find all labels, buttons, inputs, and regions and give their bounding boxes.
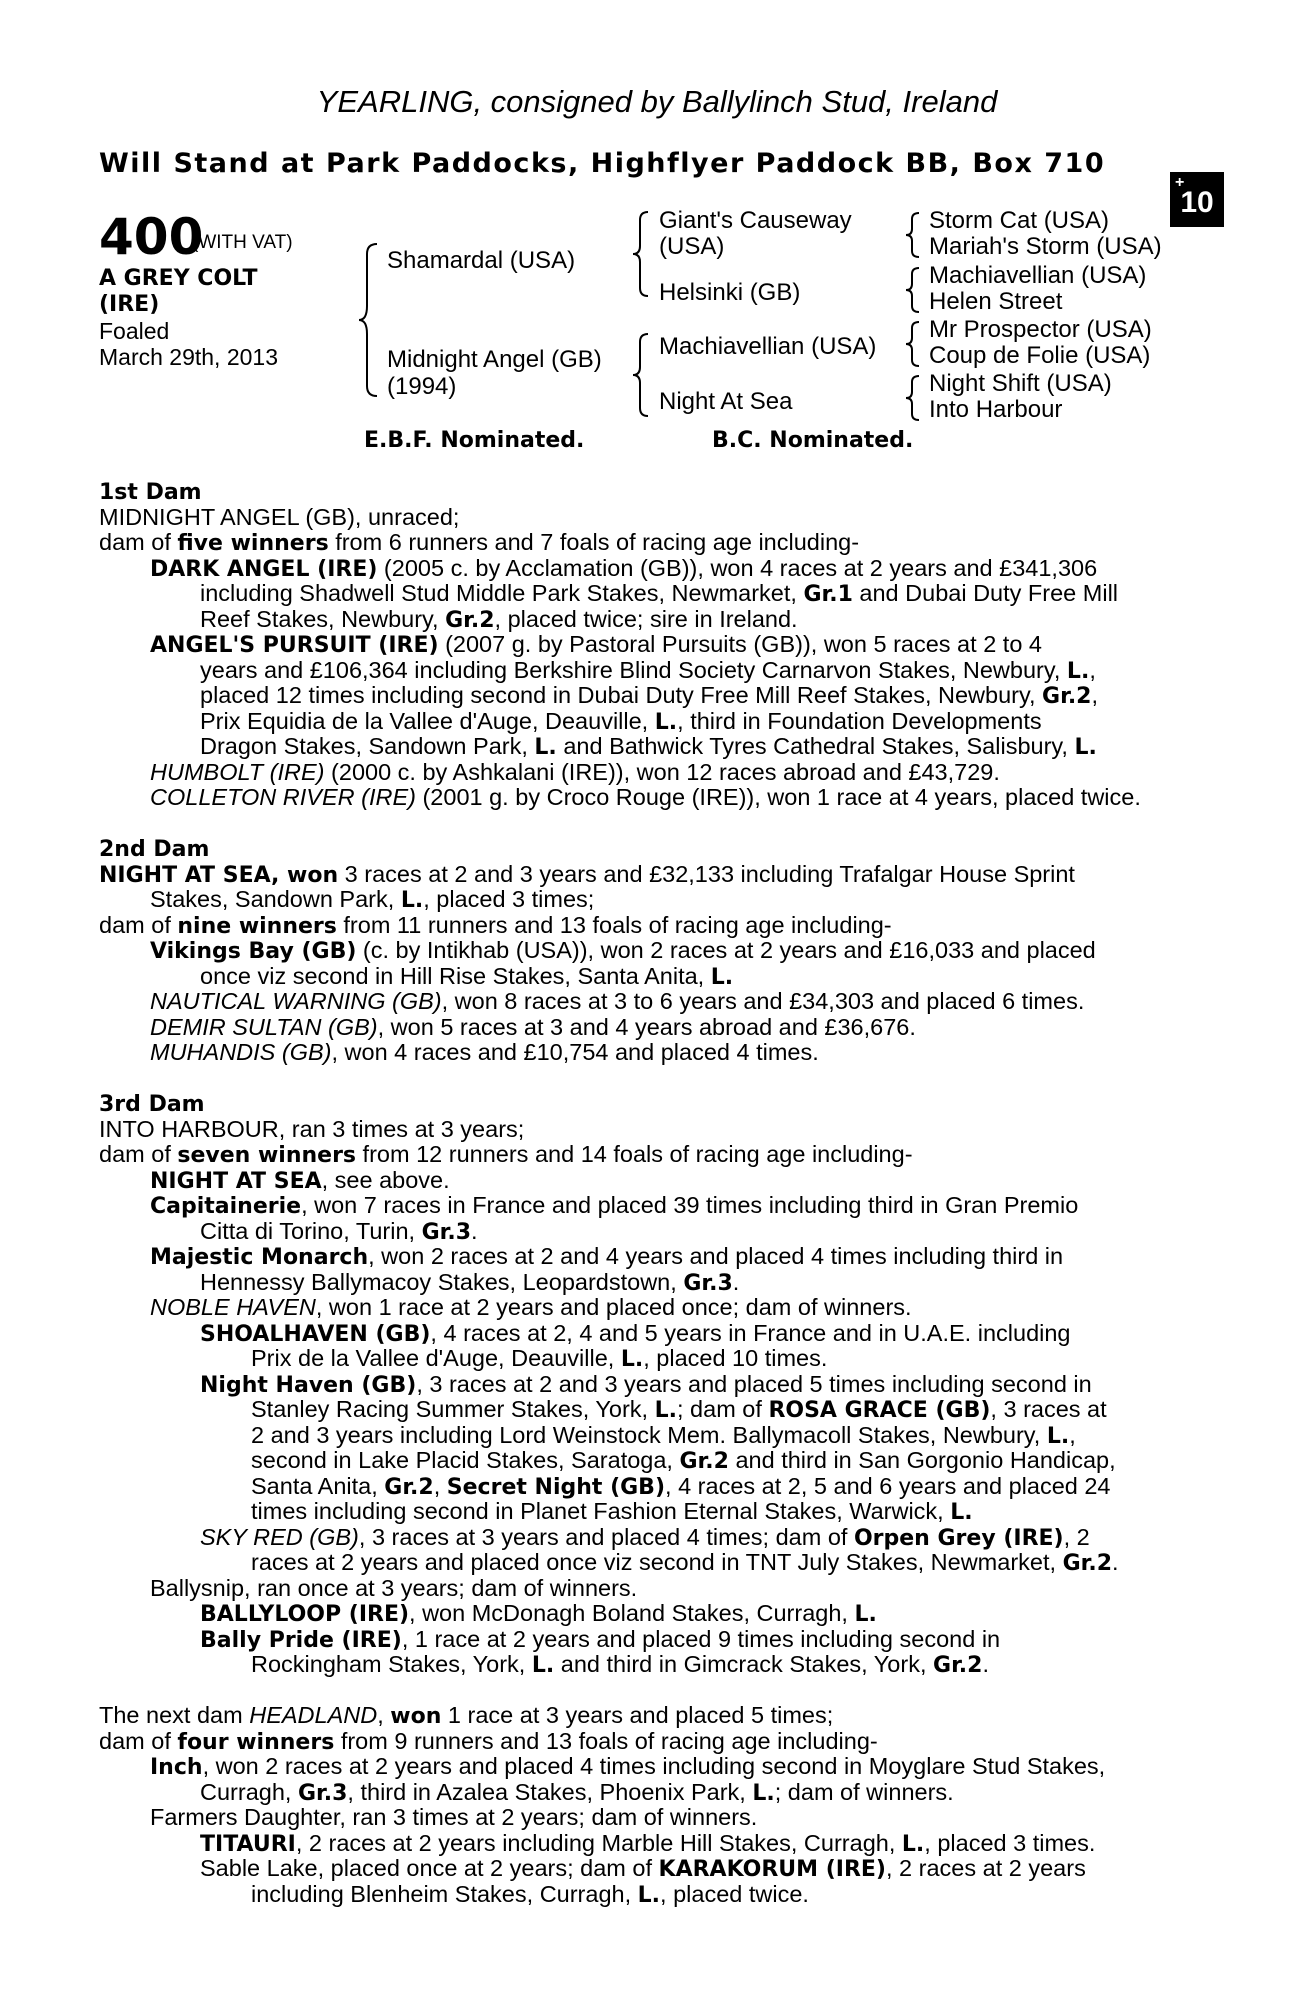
ebf-nominated: E.B.F. Nominated.	[364, 428, 585, 453]
text: , won McDonagh Boland Stakes, Curragh,	[409, 1600, 855, 1626]
page-number-badge	[1170, 172, 1224, 227]
pedigree-gg-6: Coup de Folie (USA)	[929, 342, 1151, 369]
dam-name: INTO HARBOUR, ran 3 times at 3 years;	[99, 1115, 525, 1142]
progeny-name: Capitainerie	[150, 1194, 302, 1219]
pedigree-sire-sire: Giant's Causeway	[659, 207, 852, 234]
text: , won 2 races at 2 years and placed 4 times including second in Moyglare Stud Stakes,	[202, 1753, 1106, 1779]
text: , won 8 races at 3 to 6 years and £34,303 and placed 6 times.	[441, 988, 1085, 1014]
text: second in Lake Placid Stakes, Saratoga,	[251, 1447, 680, 1473]
text: , 3 races at 2 and 3 years and placed 5 times including second in	[416, 1370, 1092, 1397]
progeny-name: HUMBOLT (IRE)	[150, 758, 325, 785]
grade: Gr.2	[679, 1449, 729, 1474]
pedigree-dam-sire: Machiavellian (USA)	[659, 333, 877, 360]
listed: L.	[854, 1602, 877, 1627]
listed: L.	[654, 1398, 677, 1423]
text: , placed twice.	[660, 1880, 809, 1907]
text: Sable Lake, placed once at 2 years; dam of	[200, 1855, 659, 1881]
pedigree-brace-dam	[630, 330, 654, 420]
text: , third in Azalea Stakes, Phoenix Park,	[347, 1778, 753, 1805]
foaled-date: March 29th, 2013	[99, 344, 279, 370]
text: Stanley Racing Summer Stakes, York,	[251, 1396, 655, 1422]
text: , 2 races at 2 years including Marble Hill Stakes, Curragh,	[295, 1829, 902, 1856]
text: 1 race at 3 years and placed 5 times;	[441, 1702, 834, 1728]
text: (2007 g. by Pastoral Pursuits (GB)), won 5 races at 2 to 4	[438, 631, 1042, 657]
text: ,	[377, 1702, 384, 1728]
text: won	[390, 1704, 442, 1729]
pedigree-brace-sire	[630, 208, 654, 300]
text: dam of	[99, 529, 178, 555]
text: , won 1 race at 2 years and placed once; dam of winners.	[315, 1294, 912, 1320]
badge-plus: +	[1175, 174, 1185, 191]
listed: L.	[531, 1653, 555, 1678]
text: ; dam of	[677, 1396, 769, 1422]
text: dam of	[99, 911, 178, 938]
text: , placed 3 times.	[924, 1829, 1096, 1856]
text: and Bathwick Tyres Cathedral Stakes, Salisbury,	[556, 733, 1075, 759]
progeny-name: BALLYLOOP (IRE)	[200, 1602, 410, 1627]
progeny-name: ROSA GRACE (GB)	[768, 1398, 991, 1423]
text: ,	[1069, 1421, 1076, 1448]
text: The next dam	[99, 1702, 250, 1728]
text: .	[1112, 1549, 1119, 1575]
text: , won 5 races at 3 and 4 years abroad and £36,676.	[377, 1013, 916, 1040]
text: and third in San Gorgonio Handicap,	[728, 1447, 1116, 1473]
listed: L.	[654, 709, 678, 735]
text: ,	[1091, 682, 1099, 708]
pedigree-sire-dam: Helsinki (GB)	[659, 279, 801, 306]
text: , won 7 races in France and placed 39 times including third in Gran Premio	[301, 1192, 1079, 1218]
listed: L.	[1066, 658, 1090, 684]
first-dam-name: MIDNIGHT ANGEL (GB), unraced;	[99, 503, 460, 530]
progeny-name: Vikings Bay (GB)	[150, 939, 357, 964]
listed: L.	[400, 888, 424, 913]
text: from 11 runners and 13 foals of racing age including-	[336, 911, 892, 938]
text: , won 4 races and £10,754 and placed 4 times.	[331, 1039, 819, 1065]
consignment-line: YEARLING, consigned by Ballylinch Stud, Ireland	[316, 84, 998, 119]
text: (2001 g. by Croco Rouge (IRE)), won 1 race at 4 years, placed twice.	[415, 784, 1141, 810]
pedigree-brace-gg1	[903, 210, 923, 260]
text: Dragon Stakes, Sandown Park,	[200, 733, 535, 759]
progeny-name: KARAKORUM (IRE)	[658, 1857, 886, 1882]
listed: L.	[620, 1347, 644, 1372]
progeny-name: COLLETON RIVER (IRE)	[150, 784, 416, 810]
text: including Shadwell Stud Middle Park Stakes, Newmarket,	[200, 580, 804, 606]
progeny-name: Inch	[150, 1755, 203, 1780]
second-dam-heading: 2nd Dam	[99, 837, 210, 862]
progeny-name: DARK ANGEL (IRE)	[150, 556, 378, 582]
foaled-label: Foaled	[99, 318, 170, 344]
progeny-name: Night Haven (GB)	[200, 1372, 417, 1398]
progeny-name: NAUTICAL WARNING (GB)	[150, 988, 442, 1014]
text: once viz second in Hill Rise Stakes, Santa Anita,	[200, 962, 711, 989]
text: , 2	[1063, 1523, 1090, 1550]
text: ; dam of winners.	[774, 1778, 954, 1805]
text: ,	[1089, 656, 1096, 683]
dam-name: NIGHT AT SEA	[99, 862, 272, 888]
pedigree-gg-5: Mr Prospector (USA)	[929, 316, 1152, 343]
progeny-name: DEMIR SULTAN (GB)	[150, 1013, 378, 1040]
text: Prix Equidia de la Vallee d'Auge, Deauville,	[200, 707, 655, 734]
text: from 9 runners and 13 foals of racing age including-	[334, 1727, 878, 1754]
text: Santa Anita,	[251, 1472, 385, 1499]
listed: L.	[534, 735, 557, 760]
text: 2 and 3 years including Lord Weinstock Mem. Ballymacoll Stakes, Newbury,	[251, 1421, 1047, 1448]
grade: Gr.2	[933, 1653, 983, 1678]
text: Reef Stakes, Newbury,	[200, 605, 446, 632]
text: years and £106,364 including Berkshire Blind Society Carnarvon Stakes, Newbury,	[200, 656, 1067, 683]
text: , 4 races at 2, 5 and 6 years and placed 24	[665, 1472, 1111, 1499]
grade: Gr.3	[683, 1270, 733, 1296]
listed: L.	[637, 1882, 661, 1908]
text: , 3 races at	[990, 1396, 1107, 1422]
body-text	[99, 479, 1209, 1907]
text: Hennessy Ballymacoy Stakes, Leopardstown,	[200, 1268, 684, 1295]
listed: L.	[901, 1831, 925, 1857]
lot-description-country: (IRE)	[99, 292, 160, 317]
pedigree-dam-dam: Night At Sea	[659, 388, 793, 415]
text: Rockingham Stakes, York,	[251, 1651, 532, 1677]
text: , 4 races at 2, 4 and 5 years in France and in U.A.E. including	[430, 1319, 1071, 1346]
progeny-name: NOBLE HAVEN	[150, 1294, 316, 1320]
first-dam-heading: 1st Dam	[99, 480, 202, 505]
winners-count: four winners	[177, 1729, 335, 1755]
text: times including second in Planet Fashion Eternal Stakes, Warwick,	[251, 1498, 951, 1524]
lot-number: 400	[99, 208, 204, 266]
text: Citta di Torino, Turin,	[200, 1217, 422, 1244]
text: , won	[271, 862, 339, 888]
progeny-name: TITAURI	[200, 1831, 296, 1857]
text: (2005 c. by Acclamation (GB)), won 4 races at 2 years and £341,306	[377, 554, 1098, 581]
badge-number: 10	[1180, 186, 1214, 219]
text: Curragh,	[200, 1778, 298, 1805]
pedigree-gg-4: Helen Street	[929, 288, 1063, 315]
winners-count: five winners	[177, 531, 329, 556]
pedigree-brace-gg2	[903, 265, 923, 315]
text: , 3 races at 3 years and placed 4 times; dam of	[358, 1523, 854, 1550]
text: 3 races at 2 and 3 years and £32,133 including Trafalgar House Sprint	[338, 860, 1075, 887]
lot-vat: (WITH VAT)	[192, 232, 293, 253]
text: races at 2 years and placed once viz second in TNT July Stakes, Newmarket,	[251, 1549, 1063, 1575]
text: Stakes, Sandown Park,	[150, 886, 401, 912]
text: placed 12 times including second in Dubai Duty Free Mill Reef Stakes, Newbury,	[200, 682, 1043, 708]
text: and Dubai Duty Free Mill	[852, 580, 1119, 606]
text: .	[471, 1217, 478, 1244]
bc-nominated: B.C. Nominated.	[712, 428, 914, 453]
listed: L.	[1046, 1423, 1070, 1449]
text: from 12 runners and 14 foals of racing age including-	[356, 1141, 913, 1167]
text: including Blenheim Stakes, Curragh,	[251, 1880, 638, 1907]
text: and third in Gimcrack Stakes, York,	[554, 1651, 934, 1677]
dam-name: HEADLAND	[249, 1702, 378, 1728]
progeny-name: Farmers Daughter, ran 3 times at 2 years; dam of winners.	[150, 1804, 758, 1830]
pedigree-dam-year: (1994)	[387, 373, 457, 400]
text: (c. by Intikhab (USA)), won 2 races at 2 years and £16,033 and placed	[356, 937, 1096, 963]
text: , 2 races at 2 years	[885, 1855, 1086, 1881]
progeny-name: Majestic Monarch	[150, 1245, 369, 1270]
text: (2000 c. by Ashkalani (IRE)), won 12 races abroad and £43,729.	[324, 758, 1000, 785]
pedigree-sire: Shamardal (USA)	[387, 247, 576, 274]
text: from 6 runners and 7 foals of racing age including-	[328, 529, 860, 555]
progeny-name: ANGEL'S PURSUIT (IRE)	[150, 633, 439, 658]
text: , placed 10 times.	[643, 1345, 828, 1371]
pedigree-dam: Midnight Angel (GB)	[387, 346, 602, 373]
pedigree-gg-8: Into Harbour	[929, 396, 1063, 423]
text: , 1 race at 2 years and placed 9 times including second in	[401, 1625, 1001, 1652]
listed: L.	[950, 1500, 973, 1525]
progeny-name: Secret Night (GB)	[446, 1474, 666, 1500]
text: ,	[433, 1472, 441, 1499]
pedigree-gg-7: Night Shift (USA)	[929, 370, 1112, 397]
text: dam of	[99, 1727, 178, 1754]
listed: L.	[710, 964, 734, 990]
lot-description: A GREY COLT	[99, 266, 258, 291]
third-dam-heading: 3rd Dam	[99, 1092, 205, 1117]
progeny-name: SKY RED (GB)	[200, 1523, 359, 1550]
progeny-name: Bally Pride (IRE)	[200, 1627, 402, 1653]
grade: Gr.2	[445, 607, 495, 633]
progeny-name: Ballysnip, ran once at 3 years; dam of winners.	[150, 1574, 638, 1601]
listed: L.	[752, 1780, 775, 1806]
pedigree-gg-2: Mariah's Storm (USA)	[929, 233, 1162, 260]
grade: Gr.3	[297, 1780, 348, 1806]
progeny-name: MUHANDIS (GB)	[150, 1039, 332, 1065]
grade: Gr.3	[421, 1219, 472, 1245]
winners-count: nine winners	[177, 913, 337, 939]
winners-count: seven winners	[177, 1143, 357, 1168]
pedigree-sire-sire-country: (USA)	[659, 233, 725, 260]
pedigree-brace-main	[355, 240, 385, 400]
grade: Gr.2	[1062, 1551, 1113, 1576]
text: , placed twice; sire in Ireland.	[494, 605, 798, 632]
pedigree-gg-1: Storm Cat (USA)	[929, 207, 1110, 234]
text: , placed 3 times;	[423, 886, 595, 912]
progeny-name: SHOALHAVEN (GB)	[200, 1321, 431, 1347]
text: Prix de la Vallee d'Auge, Deauville,	[251, 1345, 621, 1371]
text: , see above.	[321, 1166, 450, 1193]
text: .	[982, 1651, 989, 1677]
pedigree-brace-gg4	[903, 373, 923, 423]
text: , third in Foundation Developments	[677, 707, 1042, 734]
pedigree-gg-3: Machiavellian (USA)	[929, 262, 1147, 289]
progeny-name: Orpen Grey (IRE)	[853, 1525, 1064, 1551]
grade: Gr.1	[803, 582, 853, 607]
listed: L.	[1074, 735, 1097, 760]
text: dam of	[99, 1141, 178, 1167]
pedigree-brace-gg3	[903, 319, 923, 369]
grade: Gr.2	[384, 1474, 434, 1500]
text: .	[732, 1268, 740, 1295]
grade: Gr.2	[1042, 684, 1092, 709]
location-line: Will Stand at Park Paddocks, Highflyer Paddock BB, Box 710	[99, 148, 1106, 179]
text: , won 2 races at 2 and 4 years and placed 4 times including third in	[368, 1243, 1064, 1269]
progeny-name: NIGHT AT SEA	[150, 1168, 322, 1194]
